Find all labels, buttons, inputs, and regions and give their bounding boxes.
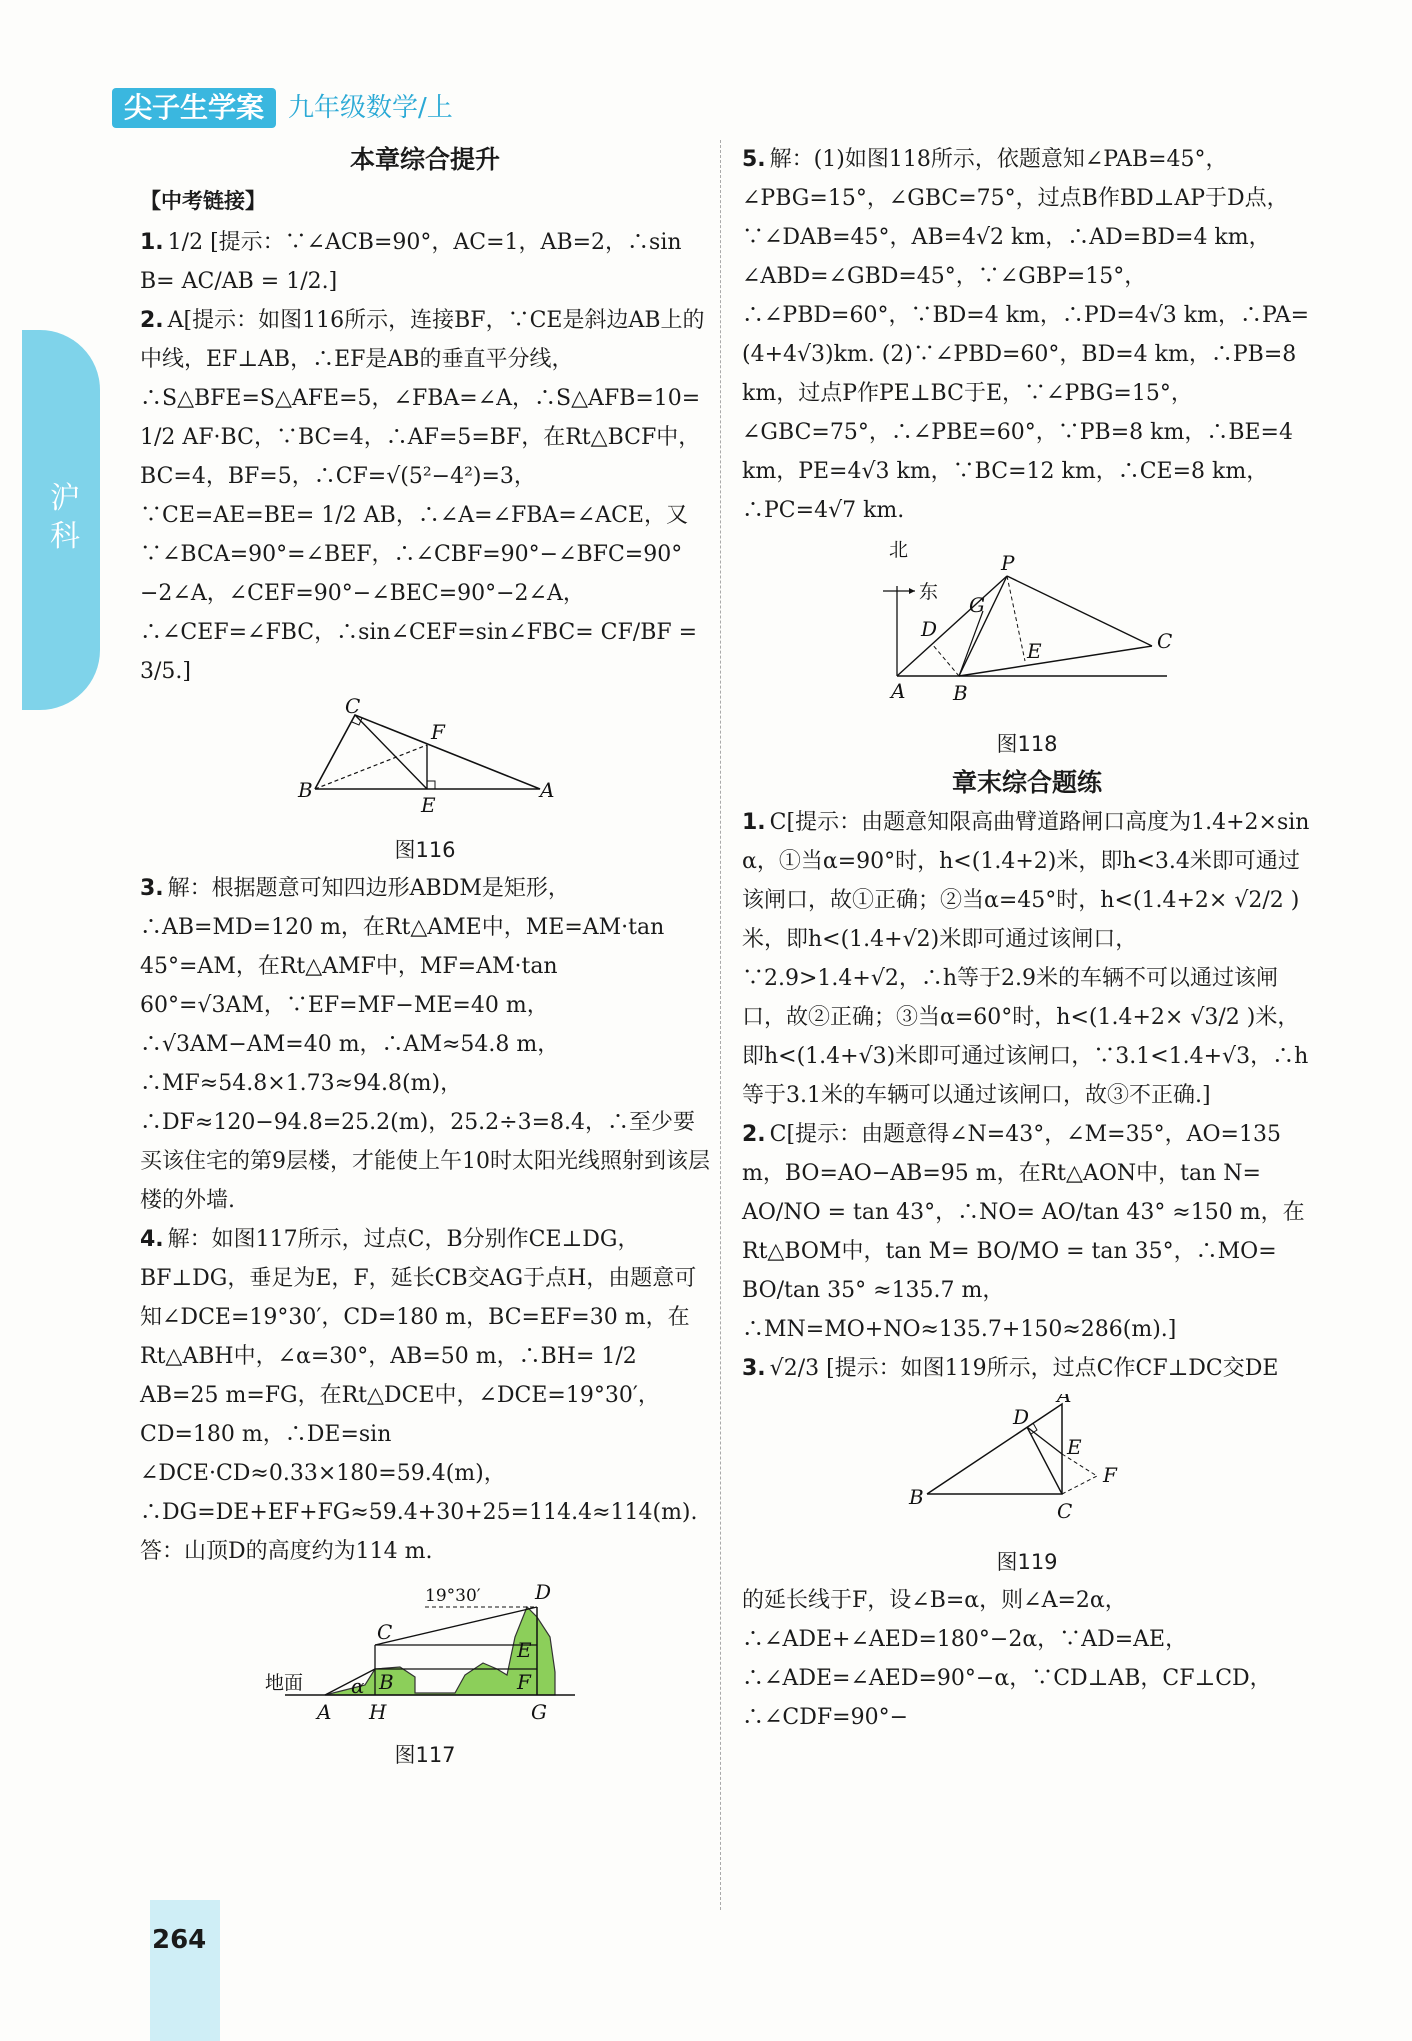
- fig116-label: E: [421, 793, 436, 817]
- fig119-label: B: [909, 1485, 924, 1509]
- fig118-label: A: [891, 679, 906, 703]
- item-text: A[提示：如图116所示，连接BF，∵CE是斜边AB上的中线，EF⊥AB，∴EF是AB的垂直平分线，∴S△BFE=S△AFE=5，∠FBA=∠A，∴S△AFB=10= 1/2 AF·BC，∵BC=4，∴AF=5=BF，在Rt△BCF中，BC=4，BF=5，∴CF=√(5²−4²)=3，∵CE=AE=BE= 1/2 AB，∴∠A=∠FBA=∠ACE，又∵∠BCA=90°=∠BEF，∴∠CBF=90°−∠BFC=90°−2∠A，∠CEF=90°−∠BEC=90°−2∠A，∴∠CEF=∠FBC，∴sin∠CEF=sin∠FBC= CF/BF = 3/5.]: [140, 308, 705, 684]
- figure-119: [742, 1394, 1312, 1577]
- fig119-label: C: [1057, 1499, 1073, 1523]
- fig116-label: C: [345, 697, 361, 718]
- item-text: C[提示：由题意知限高曲臂道路闸口高度为1.4+2×sin α，①当α=90°时，h<(1.4+2)米，即h<3.4米即可通过该闸口，故①正确；②当α=45°时，h<(1.4+2× √2/2 )米，即h<(1.4+√2)米即可通过该闸口，∵2.9>1.4+√2，∴h等于2.9米的车辆不可以通过该闸口，故②正确；③当α=60°时，h<(1.4+2× √3/2 )米，即h<(1.4+√3)米即可通过该闸口，∵3.1<1.4+√3，∴h等于3.1米的车辆可以通过该闸口，故③不正确.]: [742, 810, 1310, 1108]
- fig117-label: A: [317, 1700, 332, 1724]
- fig117-label: G: [531, 1700, 547, 1724]
- fig118-label: P: [1001, 551, 1015, 575]
- figure-119-caption: 图119: [996, 1550, 1058, 1574]
- figure-119-diagram: [897, 1394, 1157, 1534]
- left-column: [140, 140, 710, 1774]
- fig117-label: D: [535, 1580, 552, 1604]
- answer-item: [140, 1220, 710, 1571]
- item-text: 1/2 [提示：∵∠ACB=90°，AC=1，AB=2，∴sin B= AC/AB = 1/2.]: [140, 230, 682, 294]
- fig118-label: D: [921, 617, 938, 641]
- fig117-label: 19°30′: [425, 1586, 481, 1606]
- figure-116-caption: 图116: [394, 838, 456, 862]
- answer-item: [140, 301, 710, 691]
- fig117-label: 地面: [265, 1672, 304, 1694]
- item-number: 5.: [742, 147, 766, 172]
- fig118-label: G: [969, 593, 985, 617]
- fig118-label: C: [1157, 629, 1173, 653]
- fig118-label: B: [953, 681, 968, 705]
- answer-item: [742, 803, 1312, 1115]
- item-number: 2.: [742, 1122, 766, 1147]
- item-text: 解：(1)如图118所示，依题意知∠PAB=45°，∠PBG=15°，∠GBC=75°，过点B作BD⊥AP于D点，∵∠DAB=45°，AB=4√2 km，∴AD=BD=4 km，∠ABD=∠GBD=45°，∵∠GBP=15°，∴∠PBD=60°，∵BD=4 km，∴PD=4√3 km，∴PA=(4+4√3)km. (2)∵∠PBD=60°，BD=4 km，∴PB=8 km，过点P作PE⊥BC于E，∵∠PBG=15°，∠GBC=75°，∴∠PBE=60°，∵PB=8 km，∴BE=4 km，PE=4√3 km，∵BC=12 km，∴CE=8 km，∴PC=4√7 km.: [742, 147, 1310, 523]
- fig116-label: F: [431, 720, 445, 744]
- fig117-label: E: [517, 1638, 532, 1662]
- answer-item: [742, 1349, 1312, 1388]
- fig119-label: D: [1013, 1405, 1030, 1429]
- figure-117-caption: 图117: [394, 1743, 456, 1767]
- item-number: 3.: [742, 1356, 766, 1381]
- answer-item: [140, 869, 710, 1220]
- item-text: 解：如图117所示，过点C，B分别作CE⊥DG，BF⊥DG，垂足为E，F，延长CB交AG于点H，由题意可知∠DCE=19°30′，CD=180 m，BC=EF=30 m，在Rt△ABH中，∠α=30°，AB=50 m，∴BH= 1/2 AB=25 m=FG，在Rt△DCE中，∠DCE=19°30′，CD=180 m，∴DE=sin ∠DCE·CD≈0.33×180=59.4(m)，∴DG=DE+EF+FG≈59.4+30+25=114.4≈114(m). 答：山顶D的高度约为114 m.: [140, 1227, 698, 1564]
- page-corner-strip: [150, 1900, 220, 2041]
- item-number: 1.: [742, 810, 766, 835]
- answer-item: [742, 140, 1312, 530]
- book-subtitle: 九年级数学/上: [288, 93, 453, 123]
- fig117-label: H: [369, 1700, 387, 1724]
- book-brand: 尖子生学案: [112, 88, 276, 128]
- item-number: 1.: [140, 230, 164, 255]
- fig117-label: α: [351, 1674, 365, 1698]
- column-divider: [720, 140, 721, 1910]
- fig118-label: E: [1027, 639, 1042, 663]
- continuation-text: 的延长线于F，设∠B=α，则∠A=2α，∴∠ADE+∠AED=180°−2α，∵AD=AE，∴∠ADE=∠AED=90°−α，∵CD⊥AB，CF⊥CD，∴∠CDF=90°−: [742, 1588, 1272, 1730]
- figure-118-diagram: [877, 536, 1177, 716]
- answer-item: [140, 223, 710, 301]
- fig119-label: A: [1057, 1394, 1072, 1407]
- fig118-label: 东: [919, 581, 939, 603]
- exam-link-tag: 【中考链接】: [140, 189, 266, 213]
- item-number: 2.: [140, 308, 164, 333]
- figure-116: [140, 697, 710, 865]
- side-tab-label: 沪科: [50, 481, 80, 554]
- fig119-label: E: [1067, 1435, 1082, 1459]
- fig119-label: F: [1103, 1463, 1117, 1487]
- section-title-chapter-exercises: 章末综合题练: [951, 768, 1102, 797]
- item-number: 4.: [140, 1227, 164, 1252]
- figure-118-caption: 图118: [996, 732, 1058, 756]
- fig116-label: B: [298, 778, 313, 802]
- answer-item: [742, 1115, 1312, 1349]
- item-text: 解：根据题意可知四边形ABDM是矩形，∴AB=MD=120 m，在Rt△AME中，ME=AM·tan 45°=AM，在Rt△AMF中，MF=AM·tan 60°=√3AM，∵EF=MF−ME=40 m，∴√3AM−AM=40 m，∴AM≈54.8 m，∴MF≈54.8×1.73≈94.8(m)，∴DF≈120−94.8=25.2(m)，25.2÷3=8.4，∴至少要买该住宅的第9层楼，才能使上午10时太阳光线照射到该层楼的外墙.: [140, 876, 710, 1213]
- fig116-label: A: [540, 778, 555, 802]
- right-column: [742, 140, 1312, 1737]
- fig118-label: 北: [889, 539, 909, 561]
- figure-116-diagram: [295, 697, 555, 822]
- figure-117: [140, 1577, 710, 1770]
- fig117-label: B: [379, 1670, 394, 1694]
- fig117-label: C: [377, 1620, 393, 1644]
- page-number: 264: [152, 1925, 207, 1955]
- item-text: √2/3 [提示：如图119所示，过点C作CF⊥DC交DE: [769, 1356, 1279, 1381]
- fig117-label: F: [517, 1670, 531, 1694]
- figure-118: [742, 536, 1312, 759]
- item-number: 3.: [140, 876, 164, 901]
- section-title-chapter-summary: 本章综合提升: [349, 145, 500, 174]
- item-text: C[提示：由题意得∠N=43°，∠M=35°，AO=135 m，BO=AO−AB=95 m，在Rt△AON中，tan N= AO/NO = tan 43°，∴NO= AO/tan 43° ≈150 m，在Rt△BOM中，tan M= BO/MO = tan 35°，∴MO= BO/tan 35° ≈135.7 m，∴MN=MO+NO≈135.7+150≈286(m).]: [742, 1122, 1305, 1342]
- figure-117-diagram: [265, 1577, 585, 1727]
